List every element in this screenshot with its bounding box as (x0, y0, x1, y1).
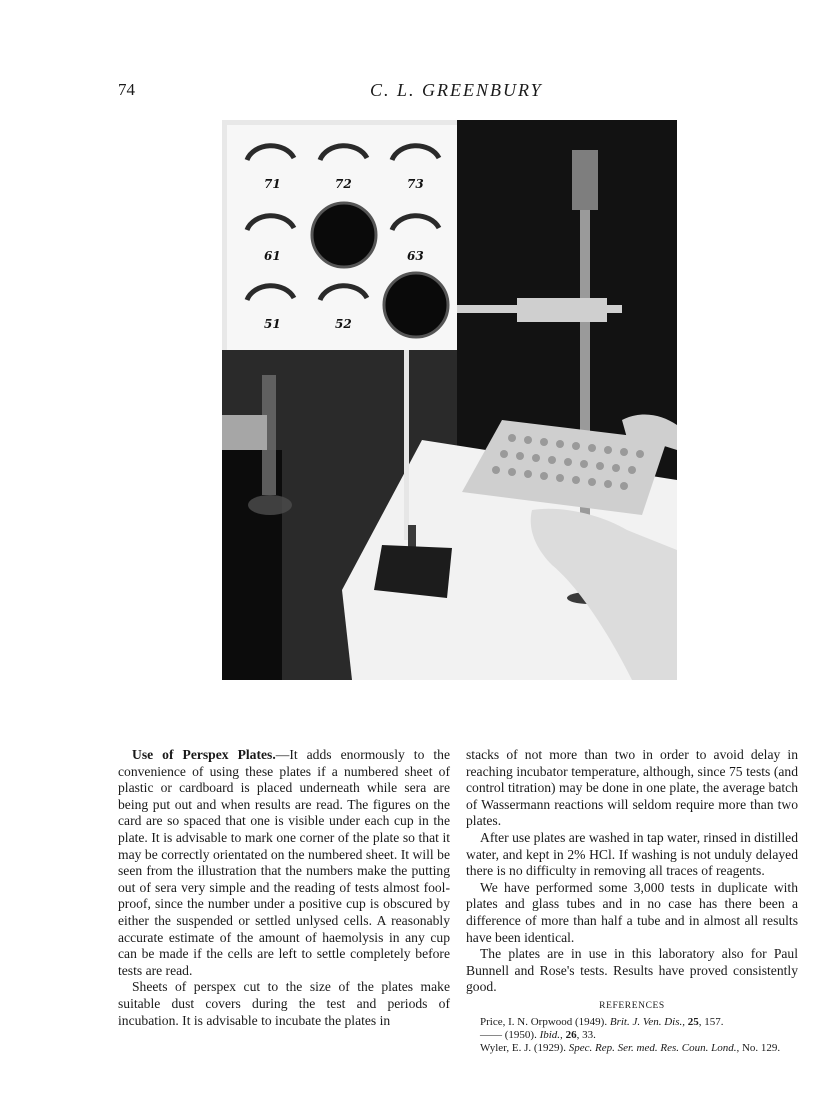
paragraph: After use plates are washed in tap water, rinsed in distilled water, and kept in 2% HCl. If washing is not unduly delayed there is no difficulty in removing all traces of reagents. (466, 829, 798, 879)
card-number: 73 (407, 177, 424, 191)
card-number: 71 (264, 177, 281, 191)
card-number: 63 (407, 249, 424, 263)
left-column (118, 747, 450, 1029)
card-number: 51 (264, 317, 281, 331)
reference-item: Wyler, E. J. (1929). Spec. Rep. Ser. med. Res. Coun. Lond., No. 129. (480, 1041, 781, 1054)
reference-item: Price, I. N. Orpwood (1949). Brit. J. Ven. Dis., 25, 157. (480, 1015, 724, 1028)
positive-cup (312, 203, 376, 267)
card-number: 52 (335, 317, 352, 331)
positive-cup (384, 273, 448, 337)
paragraph: The plates are in use in this laboratory also for Paul Bunnell and Rose's tests. Results have proved consistently good. (466, 946, 798, 995)
paragraph: We have performed some 3,000 tests in duplicate with plates and glass tubes and in no case has there been a difference of more than half a tube and in almost all results have been identical. (466, 879, 798, 945)
paragraph: stacks of not more than two in order to avoid delay in reaching incubator temperature, although, since 75 tests (and control titration) may be done in one plate, the average batch of Wassermann reactions will seldom require more than two plates. (466, 747, 798, 829)
paragraph: Sheets of perspex cut to the size of the plates make suitable dust covers during the test and periods of incubation. It is advisable to incubate the plates in (118, 979, 450, 1028)
paragraph-text: —It adds enormously to the convenience of using these plates if a numbered sheet of plastic or cardboard is placed underneath while sera are being put out and when results are read. The figures on the card are so spaced that one is visible under each cup in the plate. It is advisable to mark one corner of the plate so that it may be correctly orientated on the numbered sheet. It will be seen from the illustration that the numbers make the putting out of sera very simple and the reading of tests almost fool-proof, since the number under a positive cup is obscured by either the suspended or settled unlysed cells. A reasonably accurate estimate of the amount of haemolysis in any cup can be made if the cells are left to settle completely before tests are read. (118, 747, 450, 978)
numbered-card (227, 125, 457, 350)
references-heading: REFERENCES (599, 1000, 665, 1011)
card-number: 61 (264, 249, 281, 263)
running-head: C. L. GREENBURY (370, 80, 543, 100)
paragraph (118, 747, 450, 979)
right-column (466, 747, 798, 1055)
figure-photograph (222, 120, 677, 680)
page-number: 74 (118, 80, 135, 99)
run-in-heading: Use of Perspex Plates. (132, 747, 276, 762)
card-number: 72 (335, 177, 352, 191)
reference-item: —— (1950). Ibid., 26, 33. (480, 1028, 596, 1041)
